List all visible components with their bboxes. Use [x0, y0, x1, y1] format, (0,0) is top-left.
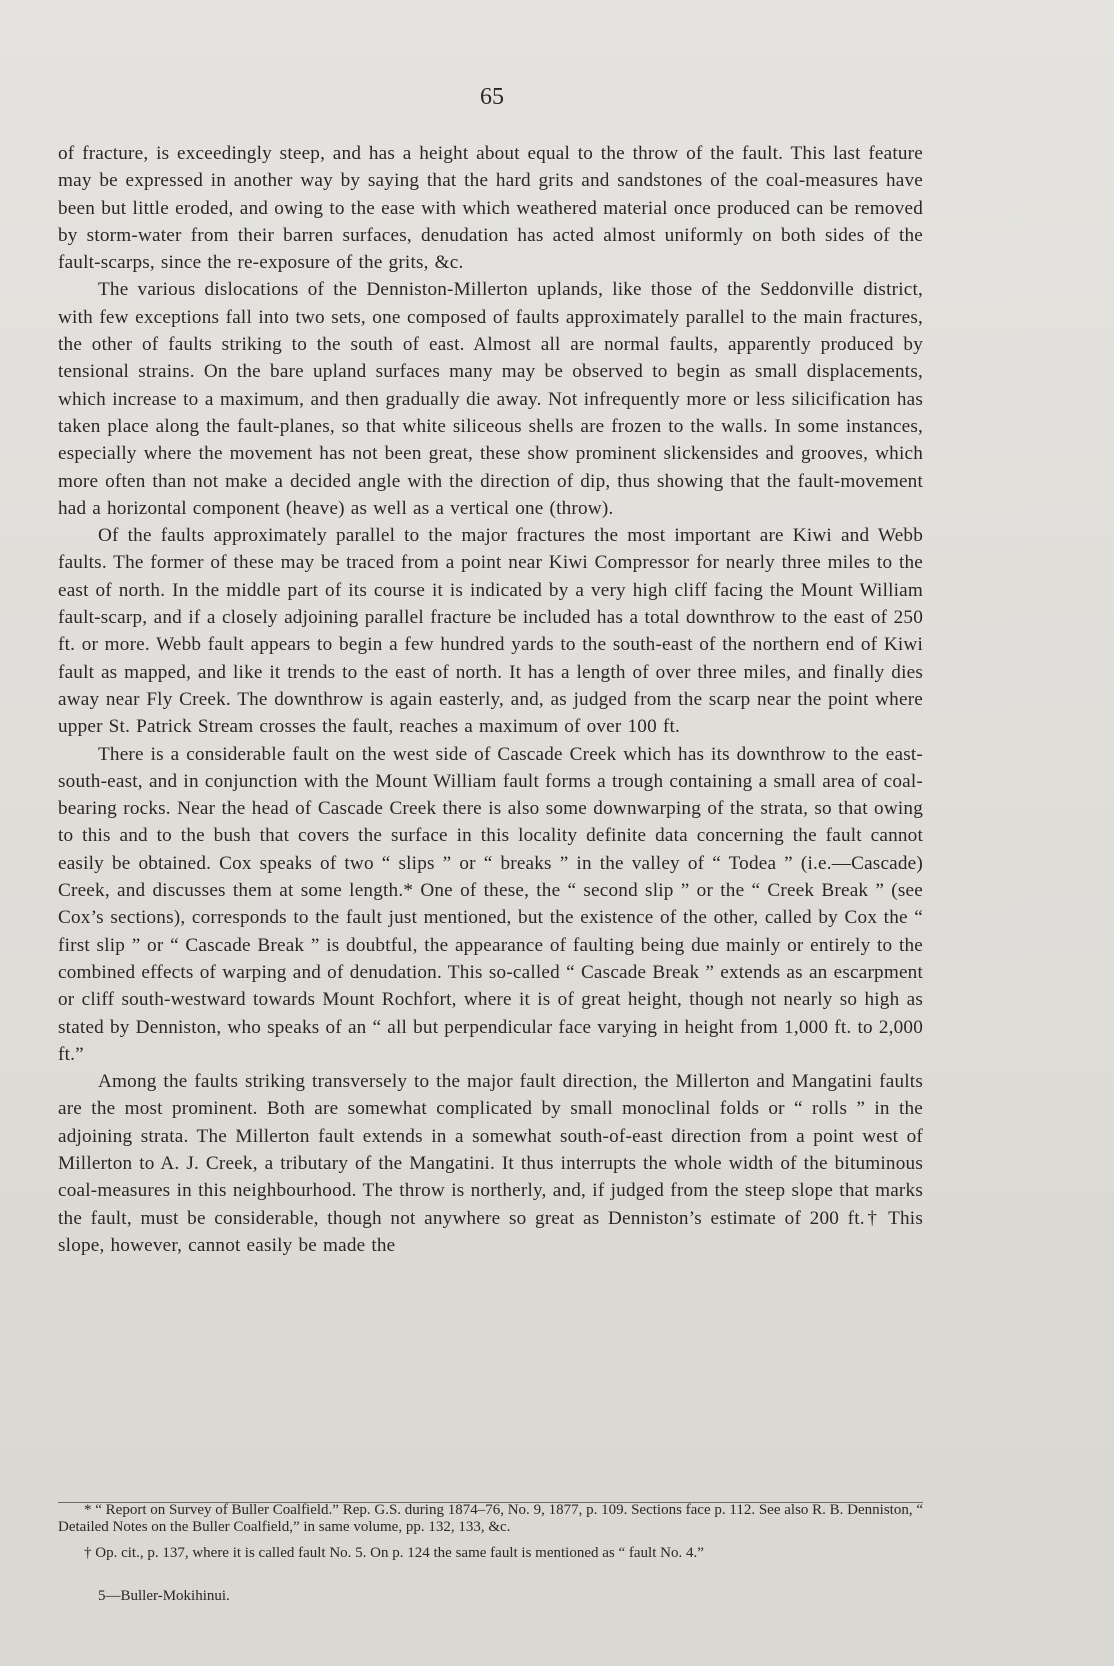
footnotes: [58, 1502, 923, 1562]
footnote-1: * “ Report on Survey of Buller Coalfield.” Rep. G.S. during 1874–76, No. 9, 1877, p. 109. Sections face p. 112. See also R. B. Denniston, “ Detailed Notes on the Buller Coalfield,” in same volume, pp. 132, 133, &c.: [58, 1502, 923, 1535]
body-text: [58, 140, 923, 1259]
paragraph-4: There is a considerable fault on the west side of Cascade Creek which has its downthrow to the east-south-east, and in conjunction with the Mount William fault forms a trough containing a small area of coal-bearing rocks. Near the head of Cascade Creek there is also some downwarping of the strata, so that owing to this and to the bush that covers the surface in this locality definite data concerning the fault cannot easily be obtained. Cox speaks of two “ slips ” or “ breaks ” in the valley of “ Todea ” (i.e.—Cascade) Creek, and discusses them at some length.* One of these, the “ second slip ” or the “ Creek Break ” (see Cox’s sections), corresponds to the fault just mentioned, but the existence of the other, called by Cox the “ first slip ” or “ Cascade Break ” is doubtful, the appearance of faulting being due mainly or entirely to the combined effects of warping and of denudation. This so-called “ Cascade Break ” extends as an escarpment or cliff south-westward towards Mount Rochfort, where it is of great height, though not nearly so high as stated by Denniston, who speaks of an “ all but perpendicular face varying in height from 1,000 ft. to 2,000 ft.”: [58, 743, 923, 1065]
footnote-2: † Op. cit., p. 137, where it is called fault No. 5. On p. 124 the same fault is mentioned as “ fault No. 4.”: [84, 1545, 704, 1561]
signature-mark: 5—Buller-Mokihinui.: [98, 1588, 230, 1604]
paragraph-3: Of the faults approximately parallel to the major fractures the most important are Kiwi and Webb faults. The former of these may be traced from a point near Kiwi Compressor for nearly three miles to the east of north. In the middle part of its course it is indicated by a very high cliff facing the Mount William fault-scarp, and if a closely adjoining parallel fracture be included has a total downthrow to the east of 250 ft. or more. Webb fault appears to begin a few hundred yards to the south-east of the northern end of Kiwi fault as mapped, and like it trends to the east of north. It has a length of over three miles, and finally dies away near Fly Creek. The downthrow is again easterly, and, as judged from the scarp near the point where upper St. Patrick Stream crosses the fault, reaches a maximum of over 100 ft.: [58, 525, 923, 738]
paragraph-5: Among the faults striking transversely to the major fault direction, the Millerton and Mangatini faults are the most prominent. Both are somewhat complicated by small monoclinal folds or “ rolls ” in the adjoining strata. The Millerton fault extends in a somewhat south-of-east direction from a point west of Millerton to A. J. Creek, a tributary of the Mangatini. It thus interrupts the whole width of the bituminous coal-measures in this neighbourhood. The throw is northerly, and, if judged from the steep slope that marks the fault, must be considerable, though not anywhere so great as Denniston’s estimate of 200 ft.† This slope, however, cannot easily be made the: [58, 1071, 923, 1256]
paragraph-2: The various dislocations of the Denniston-Millerton uplands, like those of the Seddonville district, with few exceptions fall into two sets, one composed of faults approximately parallel to the main fractures, the other of faults striking to the south of east. Almost all are normal faults, apparently produced by tensional strains. On the bare upland surfaces many may be observed to begin as small displacements, which increase to a maximum, and then gradually die away. Not infrequently more or less silicification has taken place along the fault-planes, so that white siliceous shells are frozen to the walls. In some instances, especially where the movement has not been great, these show prominent slickensides and grooves, which more often than not make a decided angle with the direction of dip, thus showing that the fault-movement had a horizontal component (heave) as well as a vertical one (throw).: [58, 279, 923, 519]
paragraph-1: of fracture, is exceedingly steep, and has a height about equal to the throw of the fault. This last feature may be expressed in another way by saying that the hard grits and sandstones of the coal-measures have been but little eroded, and owing to the ease with which weathered material once produced can be removed by storm-water from their barren surfaces, denudation has acted almost uniformly on both sides of the fault-scarps, since the re-exposure of the grits, &c.: [58, 143, 923, 274]
page-number: 65: [480, 84, 504, 110]
